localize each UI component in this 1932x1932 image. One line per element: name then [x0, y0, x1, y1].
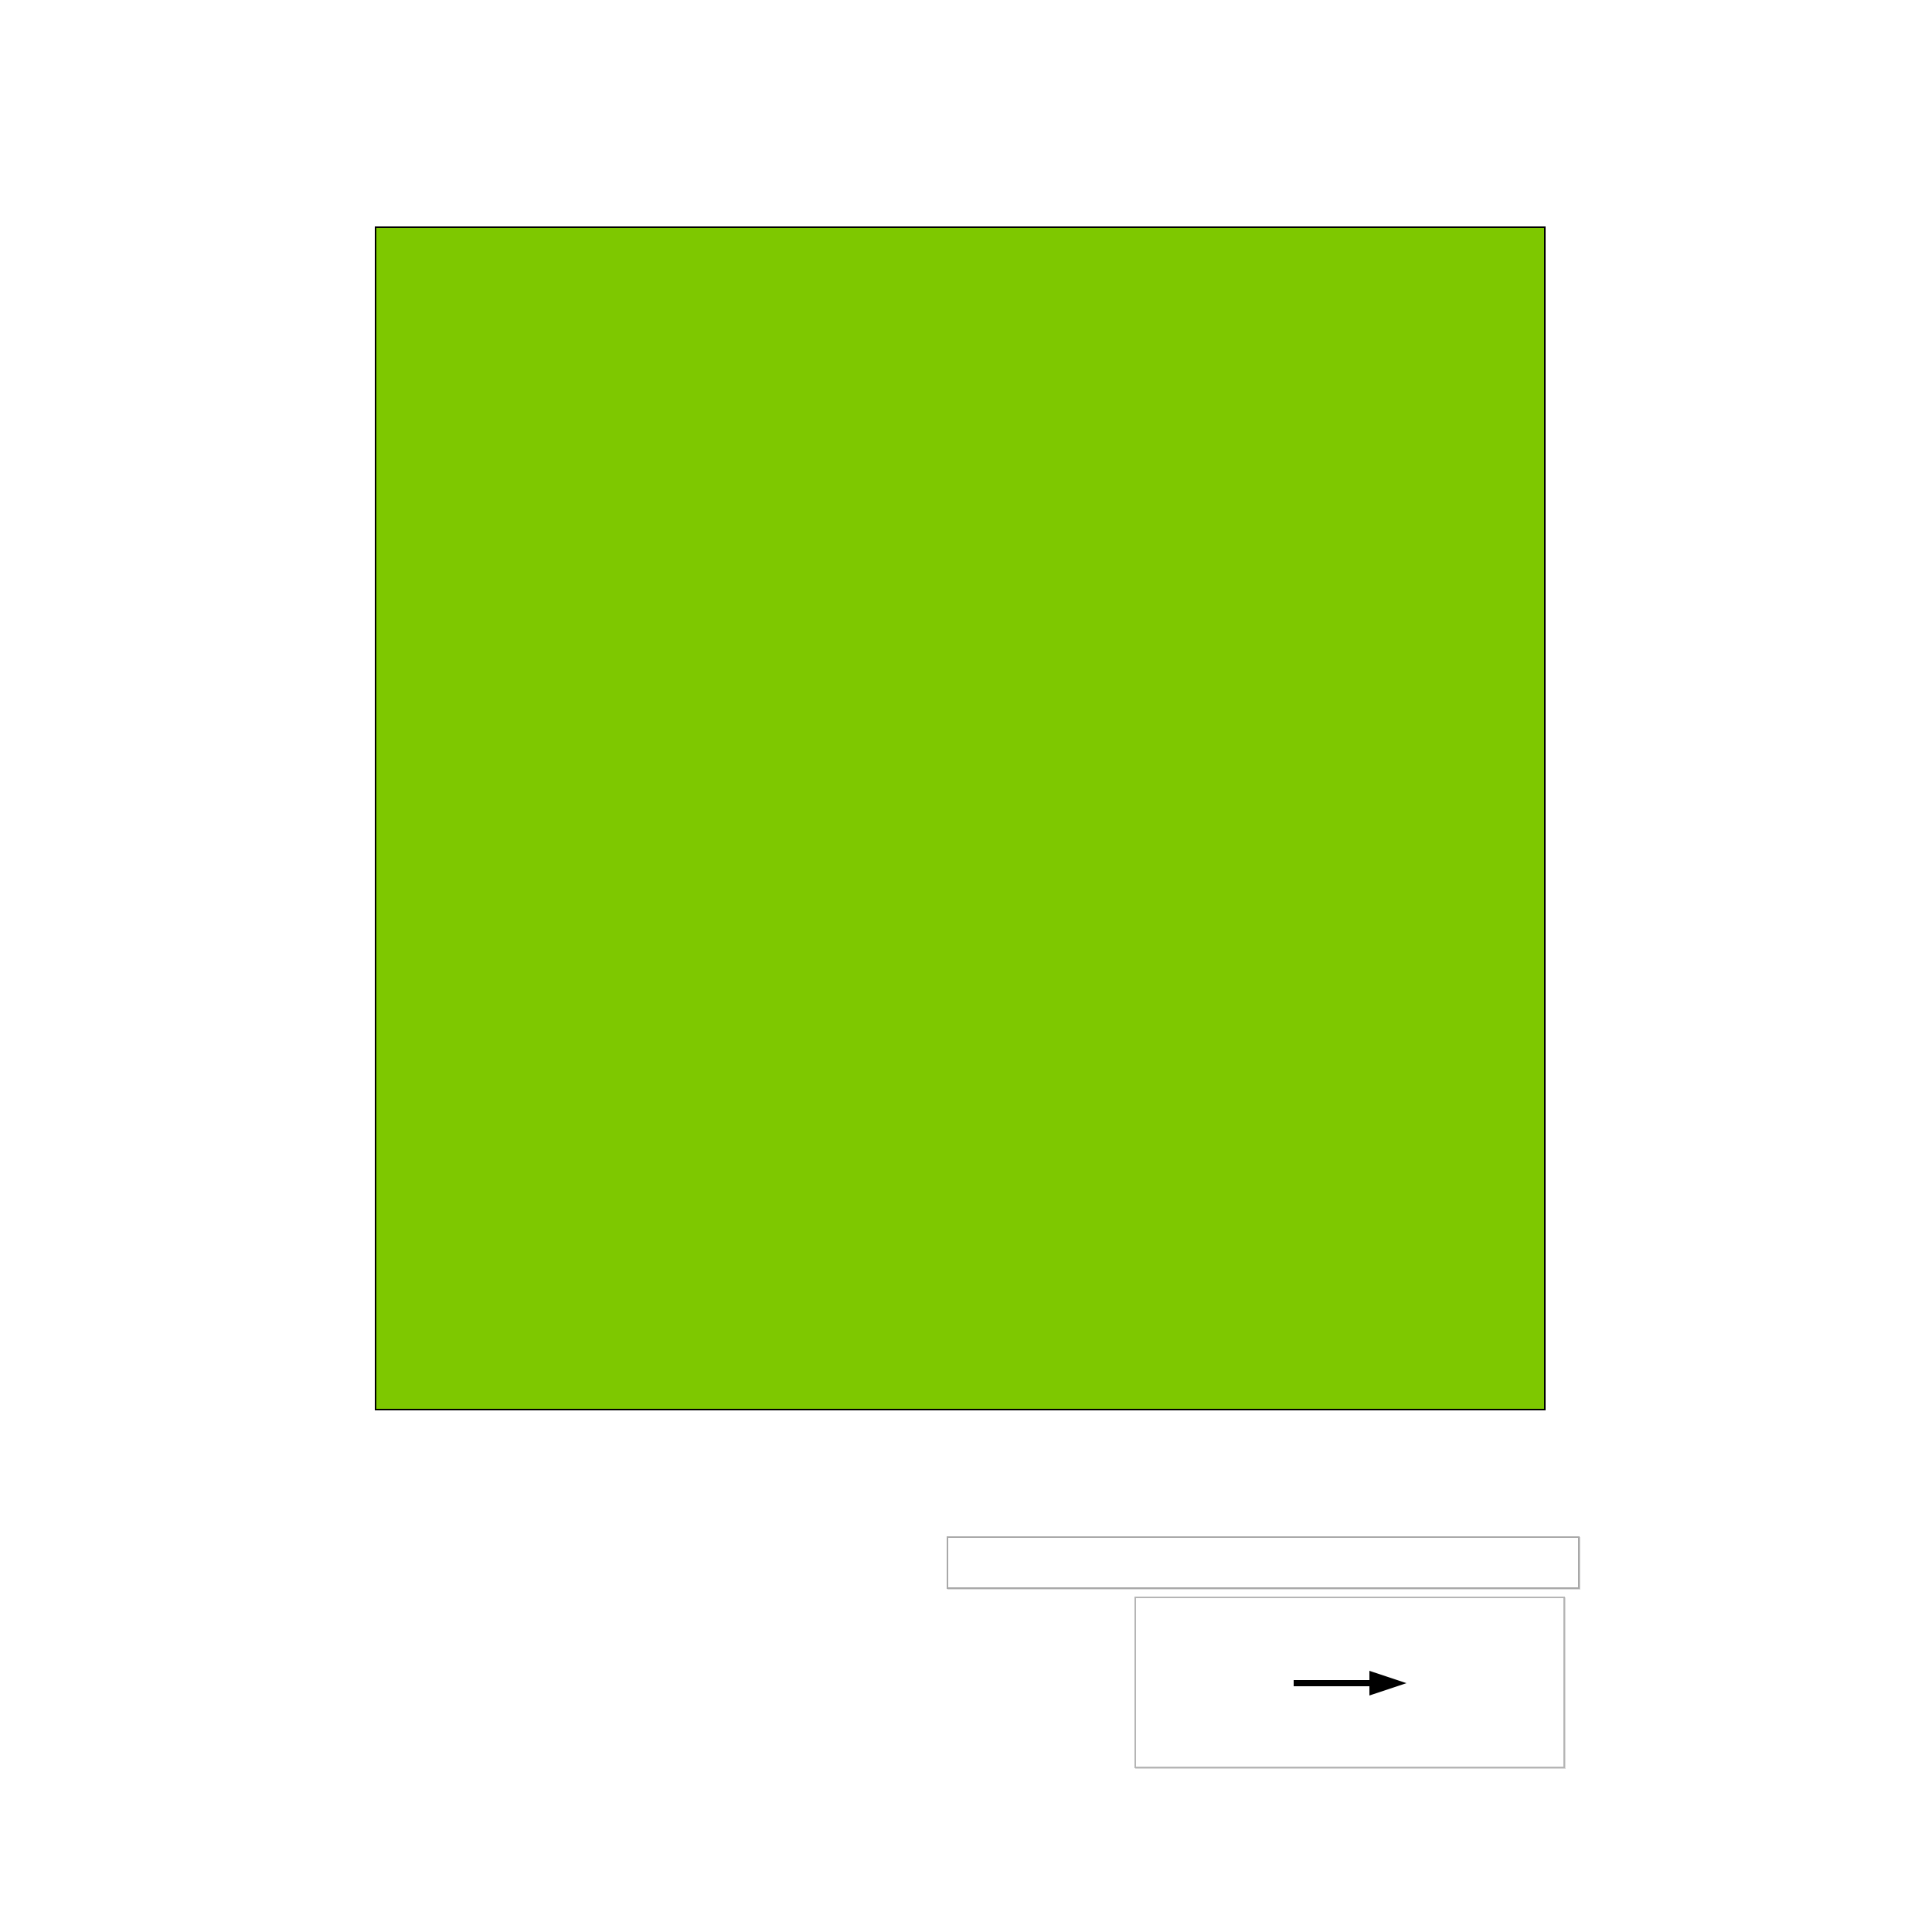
- pressure-legend-box: [947, 1536, 1580, 1589]
- map-overlay-svg: [376, 228, 1544, 1409]
- colorbar: [334, 1838, 1619, 1892]
- wind-reference-box: [1134, 1597, 1565, 1768]
- map-panel: [376, 228, 1544, 1409]
- wind-ref-arrow-icon: [1284, 1667, 1416, 1699]
